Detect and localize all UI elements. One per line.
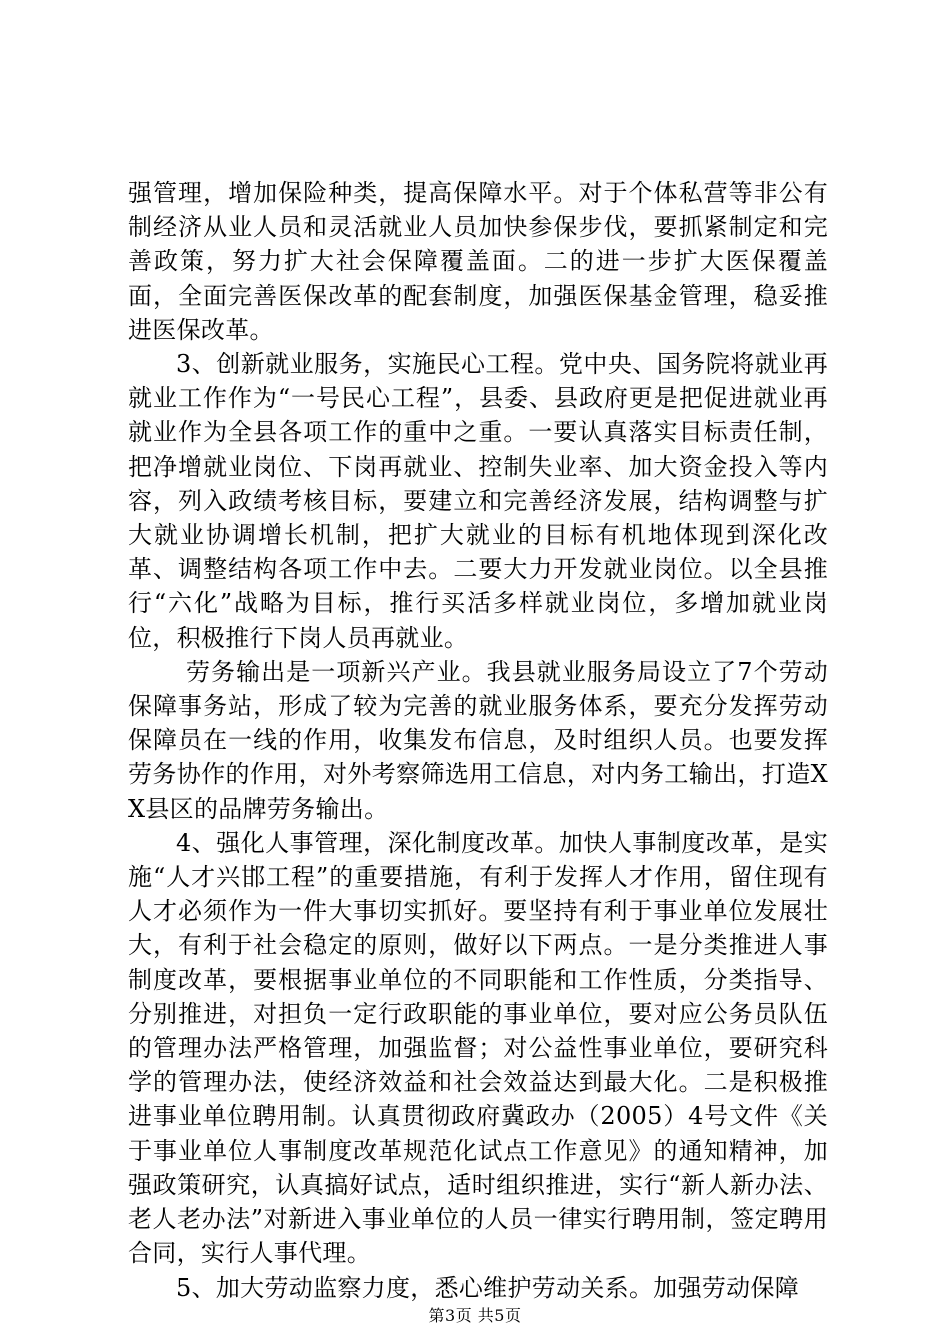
paragraph-employment-services: 3、创新就业服务，实施民心工程。党中央、国务院将就业再就业工作作为“一号民心工程”，县委、县政府更是把促进就业再就业作为全县各项工作的重中之重。一要认真落实目标责任制，把净增就业岗位、下岗再就业、控制失业率、加大资金投入等内容，列入政绩考核目标，要建立和完善经济发展，结构调整与扩大就业协调增长机制，把扩大就业的目标有机地体现到深化改革、调整结构各项工作中去。二要大力开发就业岗位。以全县推行“六化”战略为目标，推行买活多样就业岗位，多增加就业岗位，积极推行下岗人员再就业。 [128, 350, 828, 652]
paragraph-insurance-coverage: 强管理，增加保险种类，提高保障水平。对于个体私营等非公有制经济从业人员和灵活就业人员加快参保步伐，要抓紧制定和完善政策，努力扩大社会保障覆盖面。二的进一步扩大医保覆盖面，全面完善医保改革的配套制度，加强医保基金管理，稳妥推进医保改革。 [128, 179, 828, 344]
page-footer: 第3页 共5页 [428, 1306, 522, 1325]
document-body [128, 176, 828, 1305]
paragraph-labor-supervision: 5、加大劳动监察力度，悉心维护劳动关系。加强劳动保障 [176, 1273, 800, 1302]
paragraph-labor-export: 劳务输出是一项新兴产业。我县就业服务局设立了7个劳动保障事务站，形成了较为完善的就业服务体系，要充分发挥劳动保障员在一线的作用，收集发布信息，及时组织人员。也要发挥劳务协作的作用，对外考察筛选用工信息，对内务工输出，打造XX县区的品牌劳务输出。 [128, 657, 828, 823]
paragraph-personnel-reform: 4、强化人事管理，深化制度改革。加快人事制度改革，是实施“人才兴邯工程”的重要措施，有利于发挥人才作用，留住现有人才必须作为一件大事切实抓好。要坚持有利于事业单位发展壮大，有利于社会稳定的原则，做好以下两点。一是分类推进人事制度改革，要根据事业单位的不同职能和工作性质，分类指导、分别推进，对担负一定行政职能的事业单位，要对应公务员队伍的管理办法严格管理，加强监督；对公益性事业单位，要研究科学的管理办法，使经济效益和社会效益达到最大化。二是积极推进事业单位聘用制。认真贯彻政府冀政办（2005）4号文件《关于事业单位人事制度改革规范化试点工作意见》的通知精神，加强政策研究，认真搞好试点，适时组织推进，实行“新人新办法、老人老办法”对新进入事业单位的人员一律实行聘用制，签定聘用合同，实行人事代理。 [128, 828, 828, 1268]
